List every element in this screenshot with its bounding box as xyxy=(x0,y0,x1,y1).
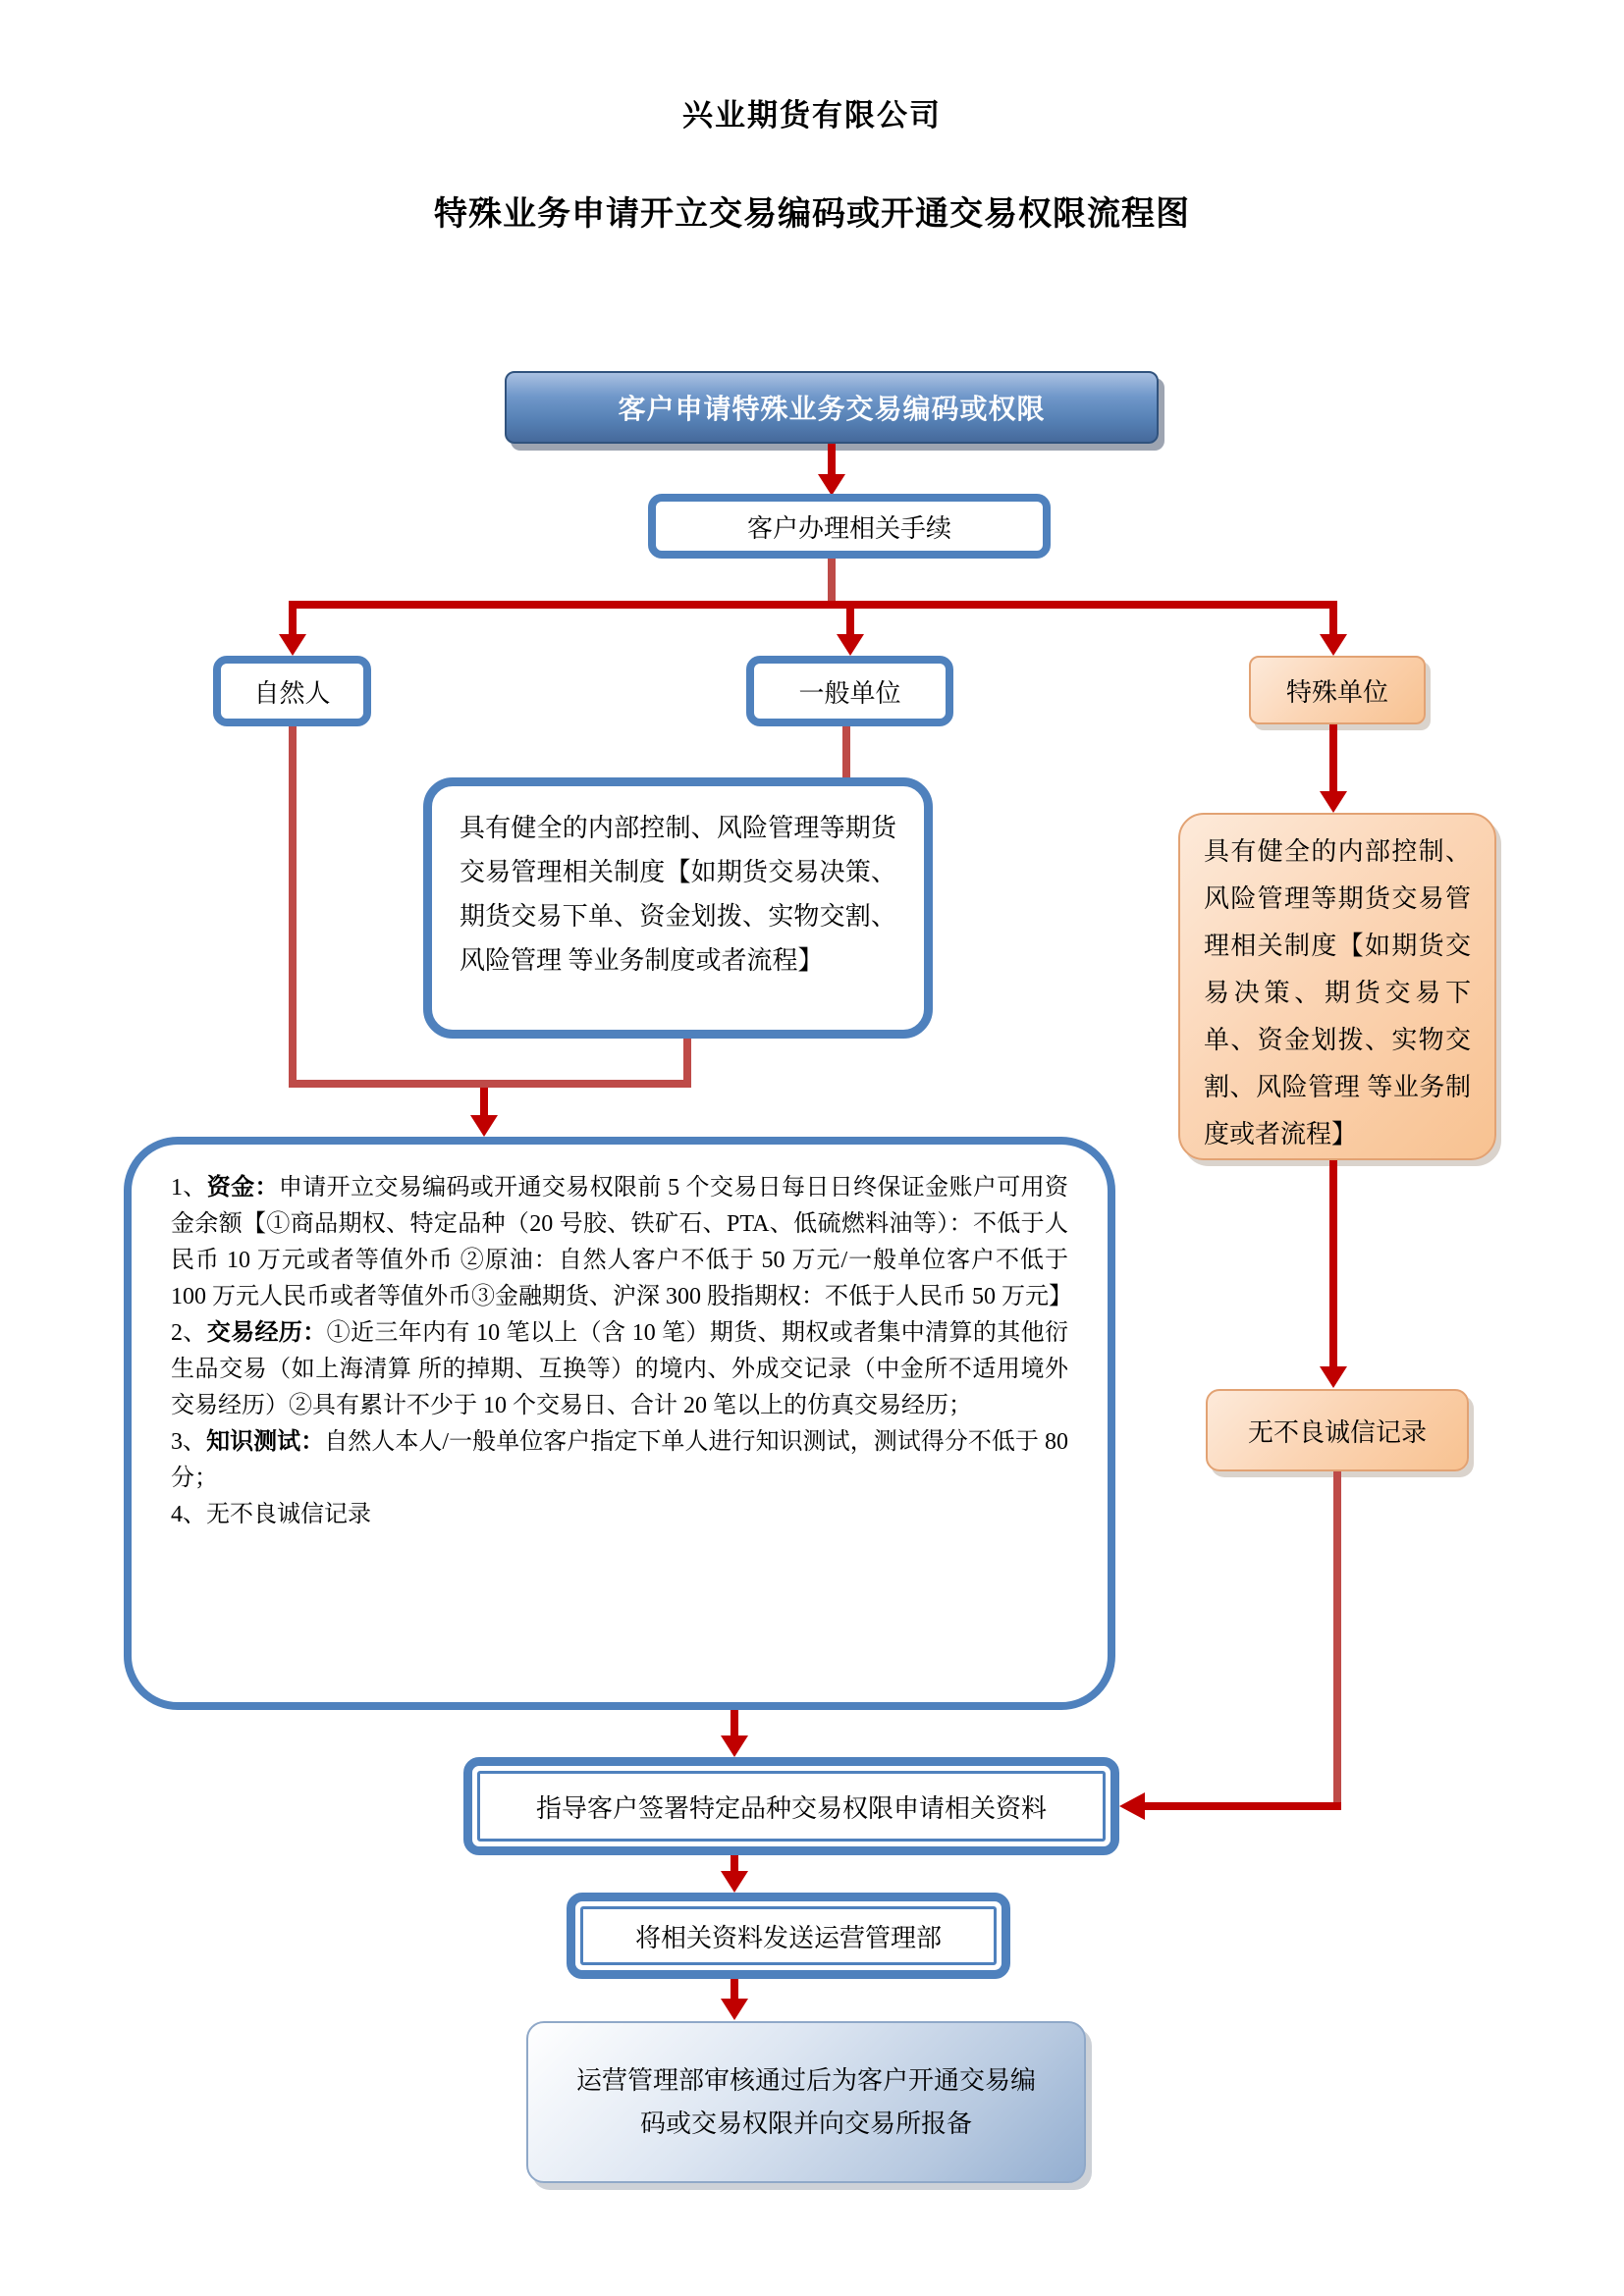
arrow-send-to-final-head xyxy=(721,1999,748,2020)
arrow-special-to-system-stem xyxy=(1329,724,1337,791)
arrow-branch-special-stem xyxy=(1329,601,1337,634)
arrow-guide-to-send-head xyxy=(721,1871,748,1893)
node-no-bad-credit-label: 无不良诚信记录 xyxy=(1247,1417,1427,1447)
page-title: 兴业期货有限公司 xyxy=(682,98,942,133)
node-requirements xyxy=(124,1137,1115,1710)
node-guide-sign xyxy=(463,1757,1119,1855)
node-general-unit-label: 一般单位 xyxy=(798,678,901,708)
requirement-item: 3、知识测试：自然人本人/一般单位客户指定下单人进行知识测试，测试得分不低于 80 分； xyxy=(171,1429,1069,1491)
requirement-item: 2、交易经历：①近三年内有 10 笔以上（含 10 笔）期货、期权或者集中清算的其他衍生品交易（如上海清算 所的掉期、互换等）的境内、外成交记录（中金所不适用境外交易经历）②具有累计不少于 10 个交易日、合计 20 笔以上的仿真交易经历； xyxy=(171,1320,1069,1418)
node-send-materials xyxy=(567,1893,1010,1979)
arrow-branch-general-stem xyxy=(846,601,854,634)
connector-merge-hline xyxy=(289,1080,691,1088)
requirement-item: 4、无不良诚信记录 xyxy=(171,1502,371,1527)
arrow-credit-to-guide-head xyxy=(1119,1792,1145,1820)
arrow-apply-to-handle-stem xyxy=(828,444,836,474)
connector-handle-down-stem xyxy=(828,559,836,601)
node-special-unit xyxy=(1249,656,1426,724)
arrow-system-to-credit-head xyxy=(1320,1366,1347,1388)
node-customer-apply xyxy=(505,371,1159,444)
node-special-internal-control xyxy=(1178,813,1496,1160)
node-customer-apply-label: 客户申请特殊业务交易编码或权限 xyxy=(618,394,1046,424)
arrow-requirements-to-guide-head xyxy=(721,1735,748,1757)
arrow-requirements-to-guide-stem xyxy=(731,1710,738,1735)
node-handle-procedures xyxy=(648,494,1051,559)
node-send-materials-label: 将相关资料发送运营管理部 xyxy=(634,1923,942,1952)
node-no-bad-credit xyxy=(1206,1389,1469,1471)
node-special-unit-label: 特殊单位 xyxy=(1285,677,1388,707)
arrow-branch-natural-head xyxy=(279,634,306,656)
arrow-send-to-final-stem xyxy=(731,1979,738,1999)
node-handle-procedures-label: 客户办理相关手续 xyxy=(746,513,951,543)
arrow-guide-to-send-stem xyxy=(731,1855,738,1871)
node-final-approval-label: 运营管理部审核通过后为客户开通交易编码或交易权限并向交易所报备 xyxy=(575,2065,1036,2138)
node-natural-person-label: 自然人 xyxy=(253,678,331,708)
arrow-special-to-system-head xyxy=(1320,791,1347,813)
arrow-branch-special-head xyxy=(1320,634,1347,656)
node-guide-sign-label: 指导客户签署特定品种交易权限申请相关资料 xyxy=(535,1793,1047,1823)
node-general-internal-control xyxy=(423,777,933,1039)
requirement-item: 1、资金：申请开立交易编码或开通交易权限前 5 个交易日每日日终保证金账户可用资金余额【①商品期权、特定品种（20 号胶、铁矿石、PTA、低硫燃料油等）：不低于人民币 10 万元或者等值外币 ②原油：自然人客户不低于 50 万元/一般单位客户不低于 100 万元人民币或者等值外币③金融期货、沪深 300 股指期权：不低于人民币 50 万元】 xyxy=(171,1175,1072,1309)
node-general-internal-control-text: 具有健全的内部控制、风险管理等期货交易管理相关制度【如期货交易决策、期货交易下单、资金划拨、实物交割、风险管理 等业务制度或者流程】 xyxy=(460,814,896,975)
connector-credit-hline xyxy=(1145,1802,1341,1810)
arrow-merge-to-requirements-stem xyxy=(480,1088,488,1115)
connector-general-to-system xyxy=(842,726,850,777)
page-subtitle: 特殊业务申请开立交易编码或开通交易权限流程图 xyxy=(434,195,1190,233)
node-final-approval xyxy=(526,2021,1086,2183)
arrow-system-to-credit-stem xyxy=(1329,1160,1337,1366)
connector-natural-down xyxy=(289,726,297,1088)
arrow-branch-natural-stem xyxy=(289,601,297,634)
node-natural-person xyxy=(213,656,371,726)
node-general-unit xyxy=(746,656,953,726)
node-special-internal-control-text: 具有健全的内部控制、风险管理等期货交易管理相关制度【如期货交易决策、期货交易下单、资金划拨、实物交割、风险管理 等业务制度或者流程】 xyxy=(1204,837,1471,1148)
arrow-branch-general-head xyxy=(837,634,864,656)
arrow-apply-to-handle-head xyxy=(818,474,845,496)
connector-branch-hline xyxy=(289,601,1337,609)
arrow-merge-to-requirements-head xyxy=(470,1115,498,1137)
connector-credit-down xyxy=(1333,1471,1341,1810)
